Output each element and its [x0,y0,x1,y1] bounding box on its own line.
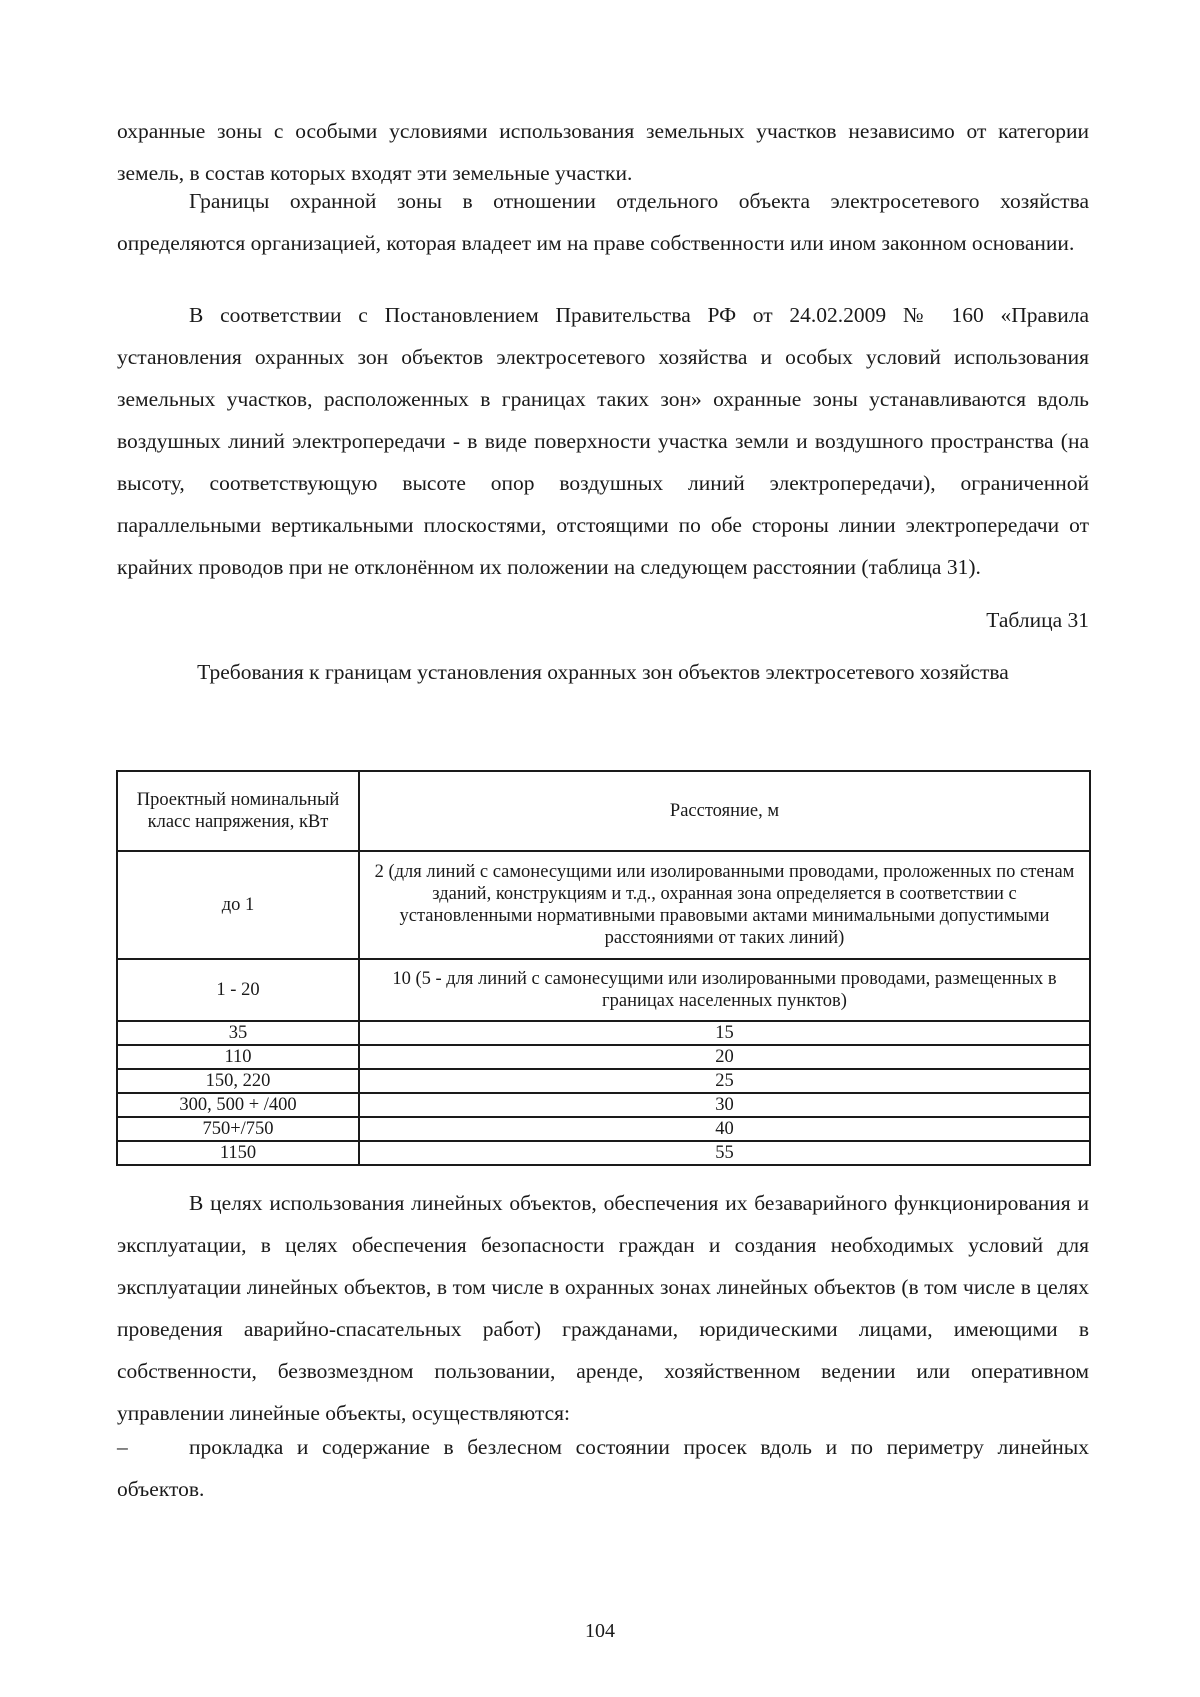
page-number: 104 [585,1620,615,1642]
paragraph-3: В соответствии с Постановлением Правительства РФ от 24.02.2009 № 160 «Правила установления охранных зон объектов электросетевого хозяйства и особых условий использования земельных участков, расположенных в границах таких зон» охранные зоны устанавливаются вдоль воздушных линий электропередачи - в виде поверхности участка земли и воздушного пространства (на высоту, соответствующую высоте опор воздушных линий электропередачи), ограниченной параллельными вертикальными плоскостями, отстоящими по обе стороны линии электропередачи от крайних проводов при не отклонённом их положении на следующем расстоянии (таблица 31). [117,303,1089,579]
table-row [117,851,1090,959]
table-cell: 1150 [117,1141,359,1165]
table-caption: Требования к границам установления охранных зон объектов электросетевого хозяйства [197,660,1009,684]
table-cell: 10 (5 - для линий с самонесущими или изолированными проводами, размещенных в границах населенных пунктов) [359,959,1090,1021]
list-dash: – [117,1435,128,1459]
table-row [117,1093,1090,1117]
table-cell: 1 - 20 [117,959,359,1021]
table-row [117,1117,1090,1141]
paragraph-1: охранные зоны с особыми условиями использования земельных участков независимо от категории земель, в состав которых входят эти земельные участки. [117,119,1089,185]
table-cell: 110 [117,1045,359,1069]
table-cell: 2 (для линий с самонесущими или изолированными проводами, проложенных по стенам зданий, конструкциям и т.д., охранная зона определяется в соответствии с установленными нормативными правовыми актами минимальными допустимыми расстояниями от таких линий) [359,851,1090,959]
table-header-cell: Расстояние, м [359,771,1090,851]
protection-zone-table [116,770,1091,1166]
paragraph-2: Границы охранной зоны в отношении отдельного объекта электросетевого хозяйства определяются организацией, которая владеет им на праве собственности или ином законном основании. [117,189,1089,255]
table-cell: 40 [359,1117,1090,1141]
table-cell: 750+/750 [117,1117,359,1141]
table-header-cell: Проектный номинальный класс напряжения, кВт [117,771,359,851]
table-row [117,1021,1090,1045]
table-row [117,1141,1090,1165]
table-cell: 20 [359,1045,1090,1069]
list-item-text: прокладка и содержание в безлесном состоянии просек вдоль и по периметру линейных объектов. [117,1435,1089,1501]
table-number: Таблица 31 [986,608,1089,632]
table-cell: 55 [359,1141,1090,1165]
table-header-row [117,771,1090,851]
paragraph-4: В целях использования линейных объектов, обеспечения их безаварийного функционирования и эксплуатации, в целях обеспечения безопасности граждан и создания необходимых условий для эксплуатации линейных объектов, в том числе в охранных зонах линейных объектов (в том числе в целях проведения аварийно-спасательных работ) гражданами, юридическими лицами, имеющими в собственности, безвозмездном пользовании, аренде, хозяйственном ведении или оперативном управлении линейные объекты, осуществляются: [117,1191,1089,1425]
table-row [117,1045,1090,1069]
table-cell: 35 [117,1021,359,1045]
table-cell: 15 [359,1021,1090,1045]
list-item [117,1426,1089,1510]
table-row [117,1069,1090,1093]
table-cell: 30 [359,1093,1090,1117]
table-cell: 25 [359,1069,1090,1093]
table-row [117,959,1090,1021]
table-cell: до 1 [117,851,359,959]
table-cell: 150, 220 [117,1069,359,1093]
table-cell: 300, 500 + /400 [117,1093,359,1117]
